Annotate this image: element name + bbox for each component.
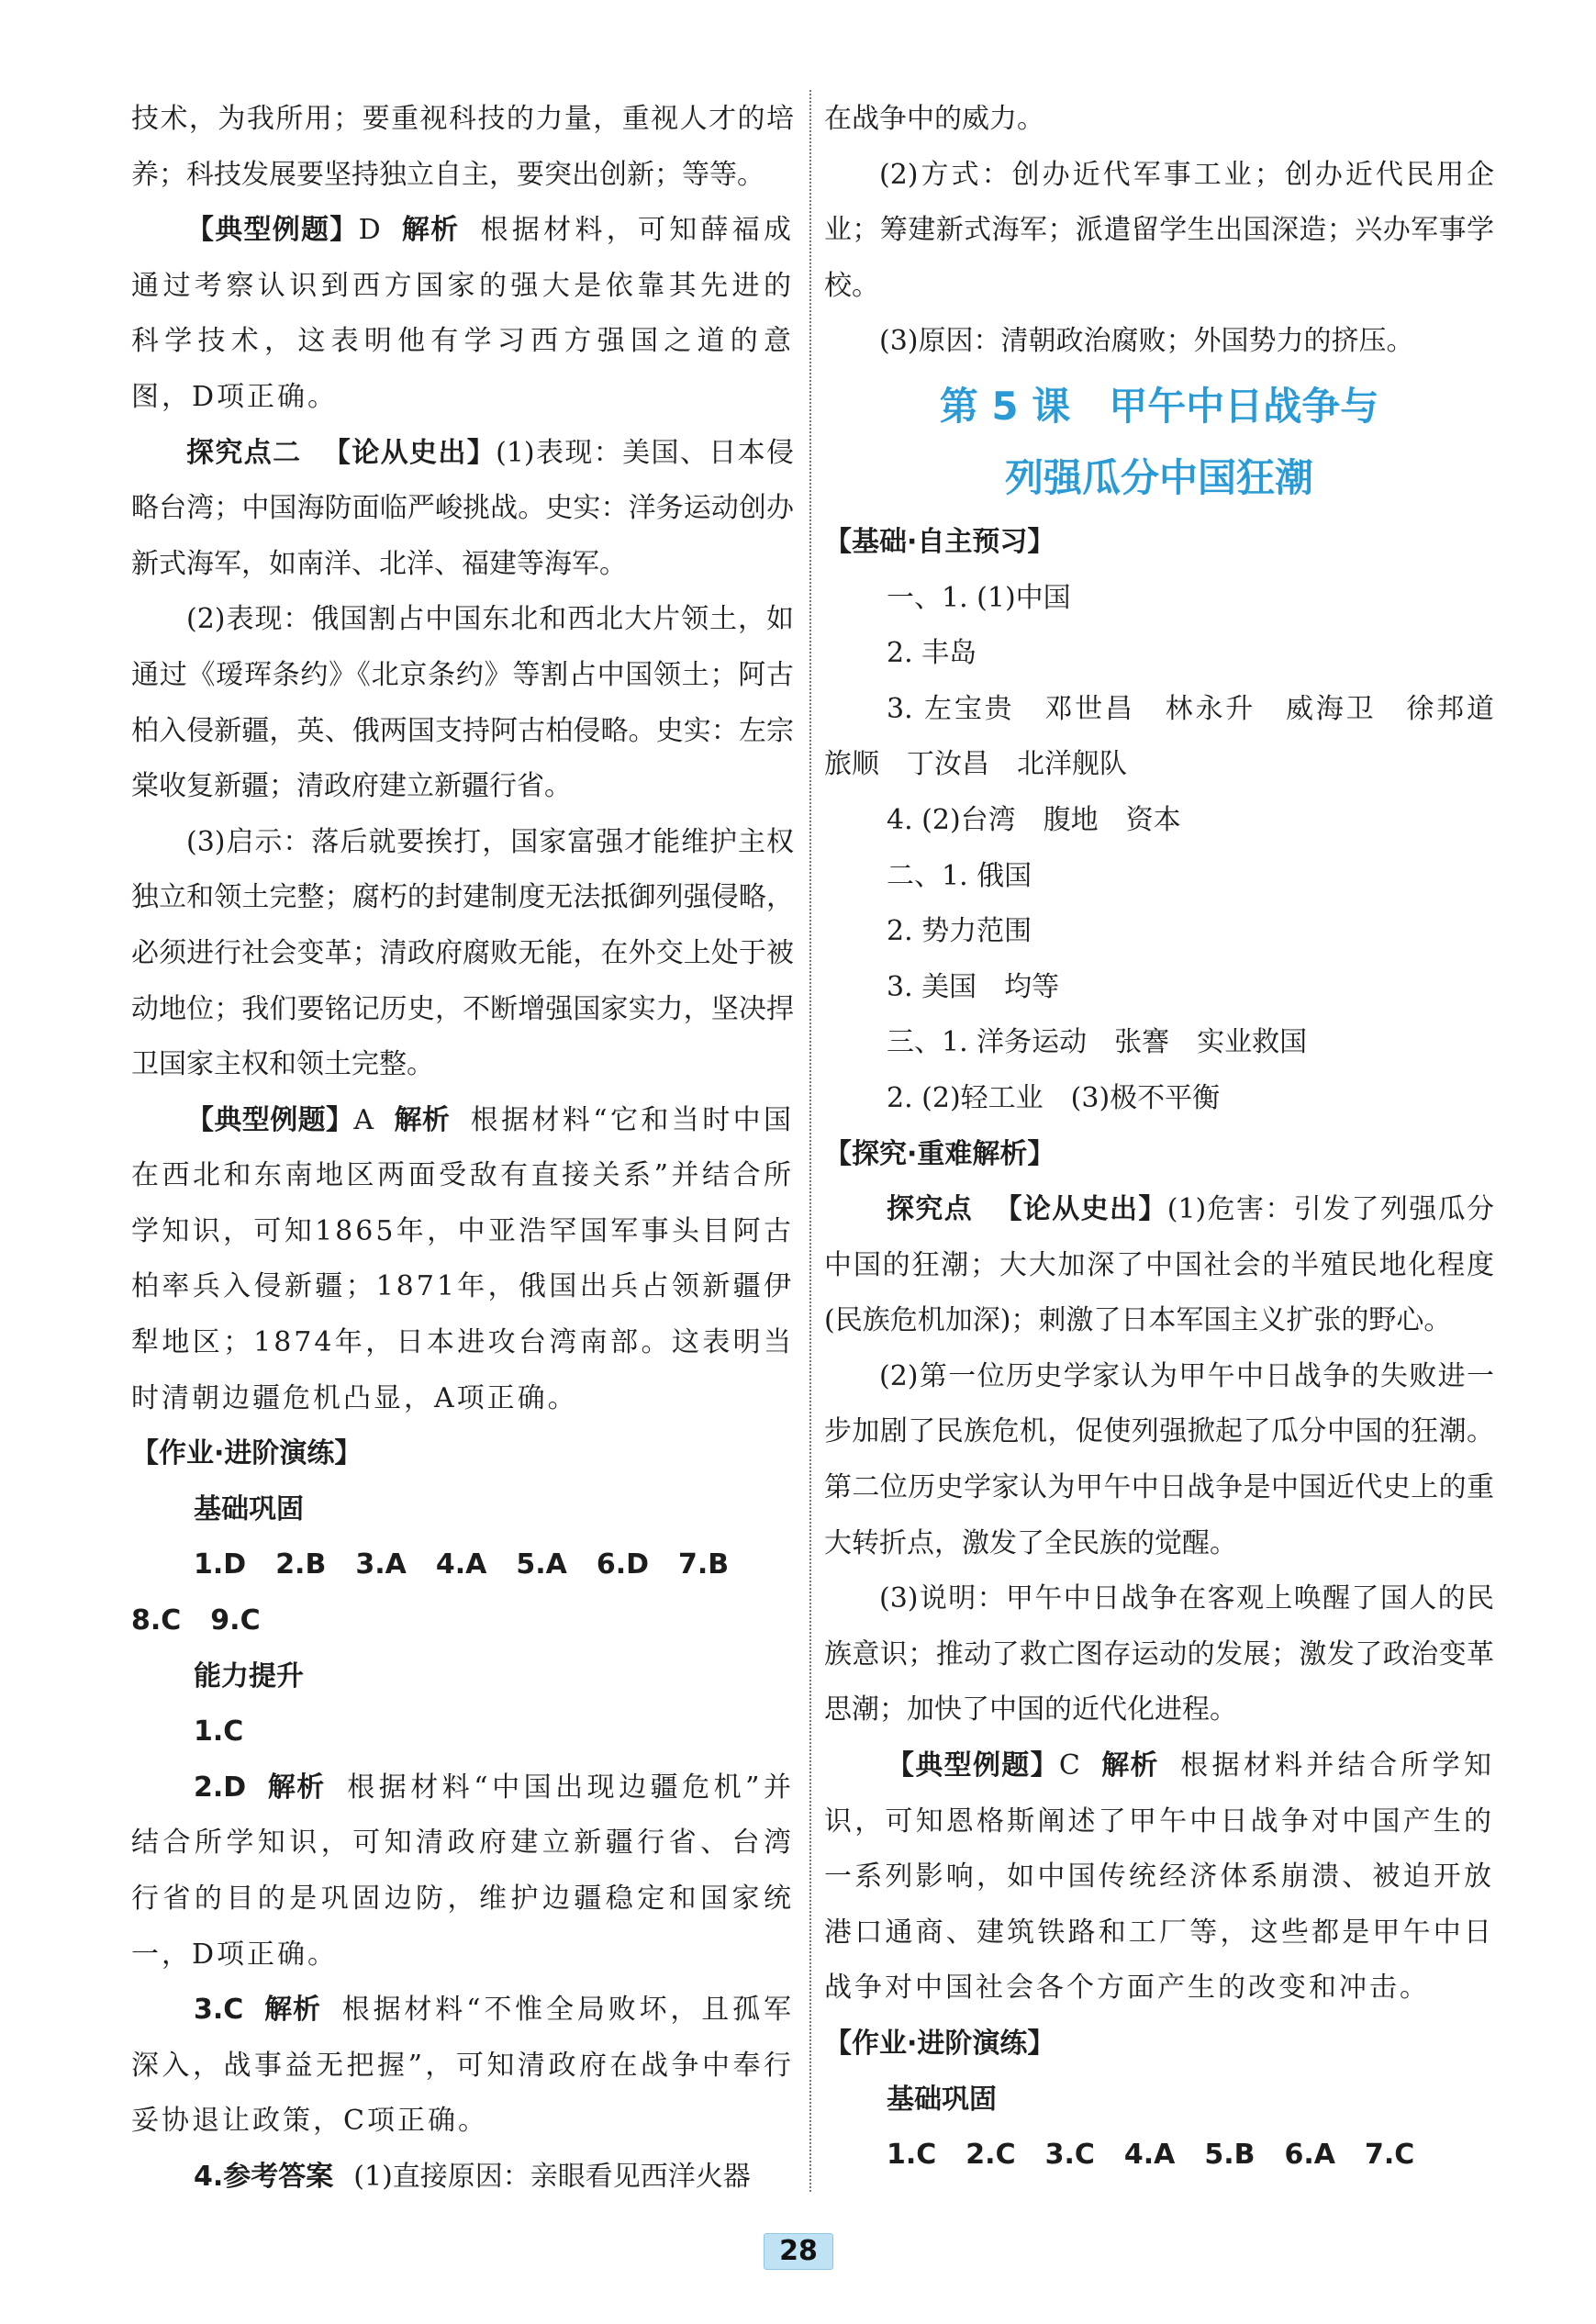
- paragraph-example-2: [131, 1093, 794, 1427]
- paragraph-example-3: [824, 1738, 1494, 2017]
- paragraph-methods: (2)方式：创办近代军事工业；创办近代民用企业；筹建新式海军；派遣留学生出国深造；兴办军事学校。: [824, 158, 1494, 302]
- column-divider: [809, 90, 811, 2192]
- answer-item: 1.D: [194, 1548, 247, 1581]
- example-answer: C: [1058, 1749, 1080, 1782]
- answer-number: 4.: [194, 2160, 224, 2193]
- explore-text: (1)表现：美国、日本侵略台湾；中国海防面临严峻挑战。史实：洋务运动创办新式海军，如南洋、北洋、福建等海军。: [131, 436, 794, 580]
- answer-item: 2.B: [275, 1548, 327, 1581]
- analysis-label: 解析: [400, 214, 460, 247]
- preview-item: 一、1. (1)中国: [887, 581, 1071, 614]
- lesson-title-line-1: 第 5 课 甲午中日战争与: [939, 383, 1379, 429]
- reference-answer-label: 参考答案: [223, 2160, 334, 2193]
- explore-tag: 探究点二: [186, 436, 302, 469]
- subheading-basic: 基础巩固: [194, 1492, 304, 1525]
- answer-item: 7.C: [1365, 2139, 1415, 2172]
- answer-item: 8.C: [131, 1604, 182, 1637]
- advanced-answer-2: [131, 1760, 794, 1983]
- paragraph-science-tech: 技术，为我所用；要重视科技的力量，重视人才的培养；科技发展要坚持独立自主，要突出创新；等等。: [131, 103, 794, 191]
- advanced-answer-1: 1.C: [194, 1715, 244, 1749]
- explore-tag-2: 【论从史出】: [993, 1193, 1167, 1226]
- answer-item: 3.C: [1044, 2139, 1095, 2172]
- answer-item: 1.C: [887, 2139, 937, 2172]
- paragraph-explore-part3: (3)说明：甲午中日战争在客观上唤醒了国人的民族意识；推动了救亡图存运动的发展；激发了政治变革思潮；加快了中国的近代化进程。: [824, 1582, 1494, 1726]
- paragraph-explore-part2: (2)第一位历史学家认为甲午中日战争的失败进一步加剧了民族危机，促使列强掀起了瓜分中国的狂潮。第二位历史学家认为甲午中日战争是中国近代史上的重大转折点，激发了全民族的觉醒。: [824, 1359, 1494, 1559]
- analysis-text: 根据材料并结合所学知识，可知恩格斯阐述了甲午中日战争对中国产生的一系列影响，如中国传统经济体系崩溃、被迫开放港口通商、建筑铁路和工厂等，这些都是甲午中日战争对中国社会各个方面产生的改变和冲击。: [824, 1749, 1495, 2005]
- section-heading-preview: 【基础·自主预习】: [824, 525, 1055, 558]
- lesson-title-line-2: 列强瓜分中国狂潮: [1004, 454, 1313, 500]
- answer-item: 5.A: [516, 1548, 567, 1581]
- paragraph-explore-2: [131, 426, 794, 593]
- basic-answers-row: [824, 2128, 1494, 2184]
- answer-number: 3.C: [194, 1994, 244, 2027]
- preview-item: 3. 左宝贵 邓世昌 林永升 威海卫 徐邦道 旅顺 丁汝昌 北洋舰队: [824, 692, 1522, 781]
- answer-item: 4.A: [1123, 2139, 1176, 2172]
- page-number: 28: [764, 2233, 833, 2270]
- section-heading-homework: 【作业·进阶演练】: [131, 1437, 363, 1470]
- answer-item: 6.D: [596, 1548, 650, 1581]
- analysis-text: 根据材料“中国出现边疆危机”并结合所学知识，可知清政府建立新疆行省、台湾行省的目的是巩固边防，维护边疆稳定和国家统一，D项正确。: [131, 1771, 794, 1971]
- paragraph-continued: 在战争中的威力。: [824, 103, 1044, 135]
- paragraph-example-1: [131, 203, 794, 425]
- explore-tag-2: 【论从史出】: [321, 436, 497, 469]
- paragraph-explore-2-part3: (3)启示：落后就要挨打，国家富强才能维护主权独立和领土完整；腐朽的封建制度无法抵御列强侵略，必须进行社会变革；清政府腐败无能，在外交上处于被动地位；我们要铭记历史，不断增强国家实力，坚决捍卫国家主权和领土完整。: [131, 825, 794, 1081]
- example-tag: 【典型例题】: [186, 1103, 354, 1136]
- answer-number: 2.D: [194, 1771, 247, 1804]
- preview-item: 3. 美国 均等: [887, 970, 1060, 1003]
- explore-text: (1)危害：引发了列强瓜分中国的狂潮；大大加深了中国社会的半殖民地化程度(民族危机加深)；刺激了日本军国主义扩张的野心。: [824, 1193, 1494, 1337]
- right-column: [824, 92, 1522, 2184]
- preview-item: 三、1. 洋务运动 张謇 实业救国: [887, 1026, 1308, 1059]
- basic-answers-row-1: [131, 1537, 794, 1593]
- preview-item: 2. 势力范围: [887, 915, 1032, 948]
- analysis-text: 根据材料，可知薛福成通过考察认识到西方国家的强大是依靠其先进的科学技术，这表明他有学习西方强国之道的意图，D项正确。: [131, 214, 795, 413]
- paragraph-explore: [824, 1182, 1494, 1349]
- advanced-answer-3: [131, 1983, 794, 2150]
- analysis-text: 根据材料“不惟全局败坏，且孤军深入，战事益无把握”，可知清政府在战争中奉行妥协退让政策，C项正确。: [131, 1994, 794, 2138]
- basic-answers-row-2: [131, 1593, 794, 1649]
- left-column: [131, 92, 794, 2206]
- answer-item: 2.C: [965, 2139, 1016, 2172]
- answer-item: 3.A: [355, 1548, 407, 1581]
- subheading-basic-2: 基础巩固: [887, 2083, 997, 2116]
- section-heading-homework-2: 【作业·进阶演练】: [824, 2028, 1055, 2060]
- preview-item: 二、1. 俄国: [887, 859, 1032, 892]
- example-tag: 【典型例题】: [186, 214, 359, 247]
- preview-item: 2. 丰岛: [887, 637, 977, 670]
- answer-item: 5.B: [1204, 2139, 1256, 2172]
- subheading-advanced: 能力提升: [194, 1659, 304, 1693]
- answer-item: 6.A: [1284, 2139, 1336, 2172]
- analysis-label: 解析: [394, 1103, 451, 1136]
- reference-answer-text: (1)直接原因：亲眼看见西洋火器: [353, 2160, 751, 2193]
- paragraph-explore-2-part2: (2)表现：俄国割占中国东北和西北大片领土，如通过《瑷珲条约》《北京条约》等割占中国领土；阿古柏入侵新疆，英、俄两国支持阿古柏侵略。史实：左宗棠收复新疆；清政府建立新疆行省。: [131, 603, 794, 803]
- section-heading-explore: 【探究·重难解析】: [824, 1137, 1055, 1170]
- preview-item: 4. (2)台湾 腹地 资本: [887, 803, 1181, 836]
- answer-item: 4.A: [435, 1548, 487, 1581]
- answer-item: 9.C: [210, 1604, 261, 1637]
- analysis-label: 解析: [263, 1994, 321, 2027]
- advanced-answer-4: [131, 2150, 794, 2206]
- paragraph-reasons: (3)原因：清朝政治腐败；外国势力的挤压。: [879, 325, 1414, 358]
- example-answer: D: [358, 214, 381, 247]
- analysis-label: 解析: [266, 1771, 326, 1804]
- analysis-text: 根据材料“它和当时中国在西北和东南地区两面受敌有直接关系”并结合所学知识，可知1865年，中亚浩罕国军事头目阿古柏率兵入侵新疆；1871年，俄国出兵占领新疆伊犁地区；1874年，日本进攻台湾南部。这表明当时清朝边疆危机凸显，A项正确。: [131, 1103, 795, 1414]
- analysis-label: 解析: [1099, 1749, 1159, 1782]
- example-tag: 【典型例题】: [887, 1749, 1059, 1782]
- preview-item: 2. (2)轻工业 (3)极不平衡: [887, 1081, 1221, 1114]
- example-answer: A: [353, 1103, 374, 1136]
- answer-item: 7.B: [678, 1548, 730, 1581]
- explore-tag: 探究点: [887, 1193, 974, 1226]
